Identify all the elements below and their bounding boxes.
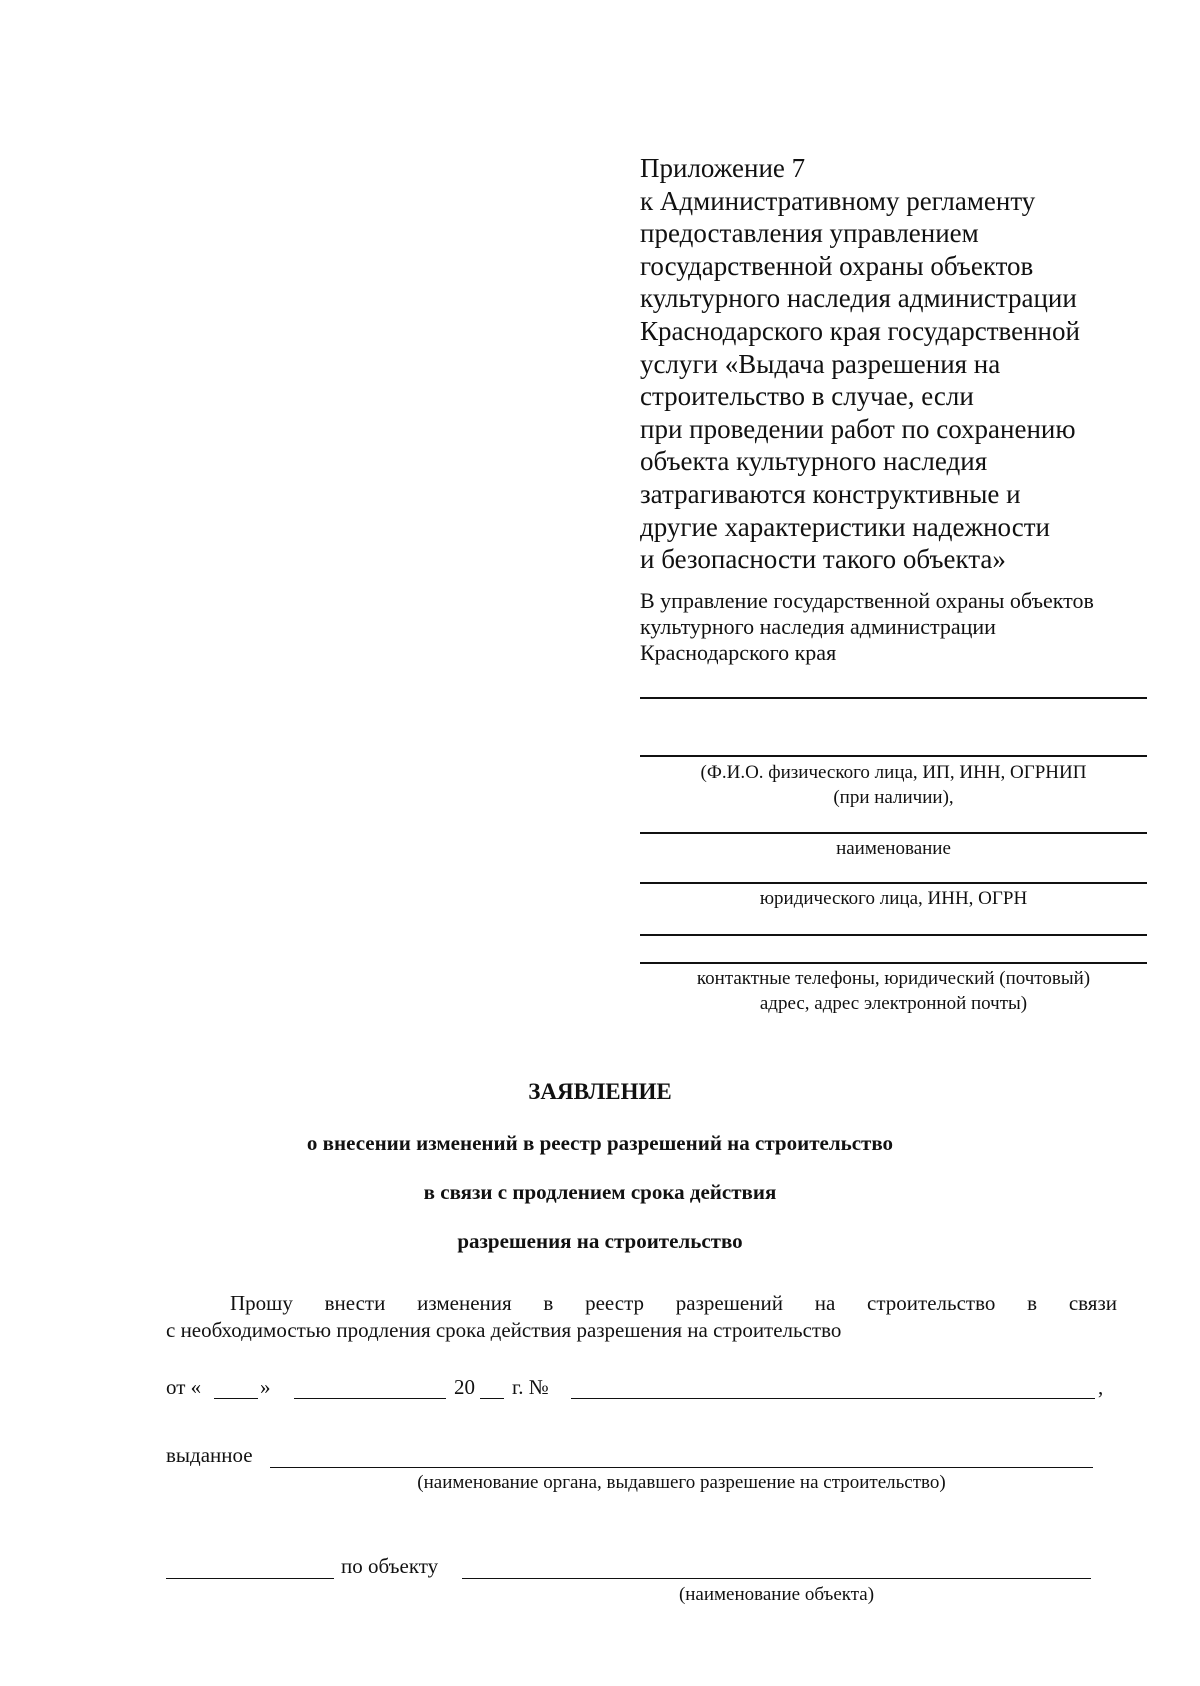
comma: , [1098, 1375, 1104, 1399]
object-prefix-field-line[interactable] [166, 1578, 334, 1579]
applicant-name-field-line-2[interactable] [640, 832, 1147, 834]
caption-line: (при наличии), [833, 787, 954, 808]
document-subtitle-line: в связи с продлением срока действия [423, 1180, 777, 1204]
month-field-line[interactable] [294, 1398, 446, 1399]
issuing-authority-caption: (наименование органа, выдавшего разрешение на строительство) [417, 1472, 946, 1493]
issued-label: выданное [166, 1443, 253, 1467]
annex-line: другие характеристики надежности [640, 511, 1050, 542]
document-subtitle-line: о внесении изменений в реестр разрешений на строительство [306, 1131, 894, 1155]
contacts-field-line[interactable] [640, 934, 1147, 936]
annex-line: и безопасности такого объекта» [640, 544, 1006, 575]
annex-line: затрагиваются конструктивные и [640, 478, 1021, 509]
year-prefix: 20 [454, 1375, 475, 1399]
contacts-field-line-2[interactable] [640, 962, 1147, 964]
caption-line: (Ф.И.О. физического лица, ИП, ИНН, ОГРНИП [700, 762, 1087, 783]
addressee-line: Краснодарского края [640, 640, 837, 665]
annex-line: к Административному регламенту [640, 185, 1036, 216]
year-field-line[interactable] [480, 1398, 504, 1399]
day-field-line[interactable] [214, 1398, 258, 1399]
applicant-caption-contacts [640, 966, 1147, 1016]
document-title: ЗАЯВЛЕНИЕ [528, 1079, 672, 1104]
annex-line: Краснодарского края государственной [640, 315, 1080, 346]
number-label: г. № [512, 1375, 549, 1399]
object-label: по объекту [341, 1554, 439, 1578]
applicant-caption-name: наименование [836, 838, 951, 859]
issuing-authority-field-line[interactable] [270, 1467, 1093, 1468]
annex-line: при проведении работ по сохранению [640, 413, 1076, 444]
applicant-field-line[interactable] [640, 697, 1147, 699]
addressee-block [640, 588, 1160, 666]
addressee-line: культурного наследия администрации [640, 614, 996, 639]
caption-line: контактные телефоны, юридический (почтовый) [696, 968, 1091, 989]
document-subtitle-line: разрешения на строительство [457, 1229, 743, 1253]
applicant-name-field-line[interactable] [640, 755, 1147, 757]
annex-line: Приложение 7 [640, 153, 806, 183]
annex-line: услуги «Выдача разрешения на [640, 348, 1001, 379]
addressee-line: В управление государственной охраны объектов [640, 588, 1094, 613]
annex-line: строительство в случае, если [640, 381, 974, 412]
annex-line: государственной охраны объектов [640, 250, 1034, 281]
object-name-caption: (наименование объекта) [678, 1584, 875, 1605]
date-prefix: от « [166, 1375, 202, 1399]
date-quote-close: » [260, 1375, 271, 1399]
request-paragraph-line: с необходимостью продления срока действия разрешения на строительство [166, 1318, 842, 1342]
caption-line: адрес, адрес электронной почты) [759, 993, 1028, 1014]
annex-line: предоставления управлением [640, 218, 979, 249]
permit-number-field-line[interactable] [571, 1398, 1095, 1399]
applicant-caption-person [640, 760, 1147, 810]
applicant-caption-legal: юридического лица, ИНН, ОГРН [759, 888, 1028, 909]
object-name-field-line[interactable] [462, 1578, 1091, 1579]
legal-entity-field-line[interactable] [640, 882, 1147, 884]
annex-line: объекта культурного наследия [640, 446, 988, 477]
request-paragraph-line: Прошу внести изменения в реестр разрешений на строительство в связи [230, 1291, 1117, 1315]
annex-line: культурного наследия администрации [640, 283, 1077, 314]
annex-block [640, 152, 1160, 576]
